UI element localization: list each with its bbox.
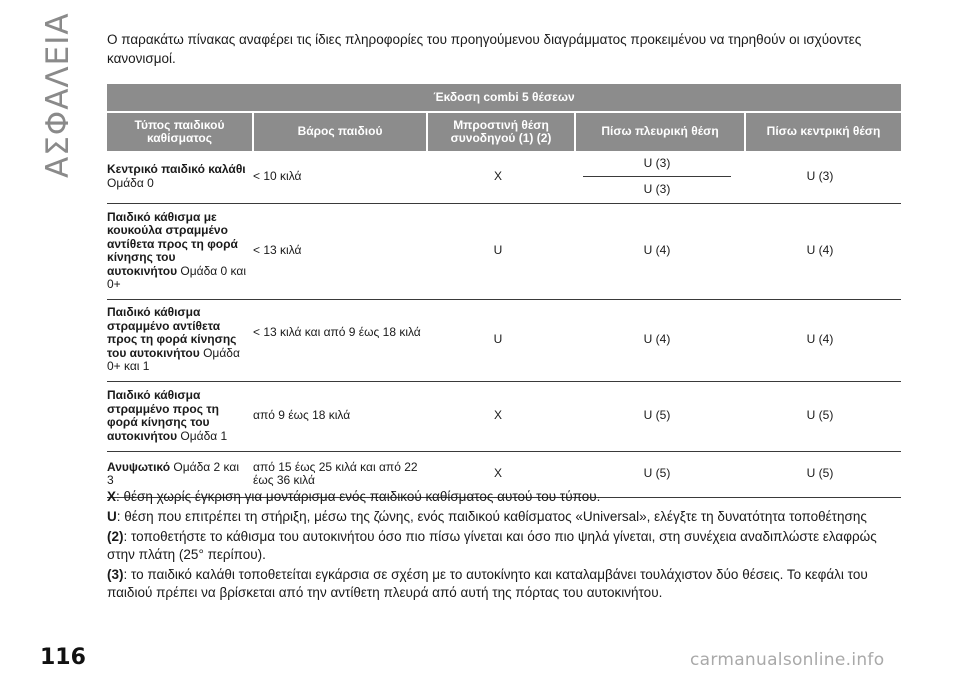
table-row (107, 151, 901, 203)
rear-side-lower: U (3) (643, 182, 671, 197)
cell-rear-side (575, 151, 745, 203)
cell-front: U (427, 203, 575, 299)
cell-front: X (427, 151, 575, 203)
cell-front: U (427, 299, 575, 381)
cell-rear-side: U (4) (575, 203, 745, 299)
cell-seat-type: Παιδικό κάθισμα στραμμένο αντίθετα προς τη φορά κίνησης του αυτοκινήτου Ομάδα 0+ και 1 (107, 299, 253, 381)
cell-rear-center: U (3) (745, 151, 901, 203)
table-row (107, 381, 901, 451)
cell-rear-center: U (4) (745, 299, 901, 381)
page-number: 116 (40, 645, 86, 670)
cell-seat-type: Ανυψωτικό Ομάδα 2 και 3 (107, 451, 253, 497)
footnotes (107, 488, 907, 604)
header-seat-type: Τύπος παιδικού καθίσματος (107, 112, 253, 151)
header-front-passenger: Μπροστινή θέση συνοδηγού (1) (2) (427, 112, 575, 151)
note-3: (3): το παιδικό καλάθι τοποθετείται εγκάρσια σε σχέση με το αυτοκίνητο και καταλαμβάνει τουλάχιστον δύο θέσεις. Το κεφάλι του παιδιού πρέπει να βρίσκεται από την αντίθετη πλευρά από αυτή της πόρτας του αυτοκινήτου. (107, 567, 868, 600)
cell-rear-side: U (5) (575, 381, 745, 451)
cell-rear-side: U (4) (575, 299, 745, 381)
cell-weight: < 10 κιλά (253, 151, 427, 203)
table-row (107, 299, 901, 381)
rear-side-upper: U (3) (583, 155, 731, 177)
section-title: ΑΣΦΑΛΕΙΑ (40, 12, 76, 178)
cell-rear-center: U (4) (745, 203, 901, 299)
cell-seat-type: Παιδικό κάθισμα με κουκούλα στραμμένο αντίθετα προς τη φορά κίνησης του αυτοκινήτου Ομάδα 0 και 0+ (107, 203, 253, 299)
cell-weight: < 13 κιλά και από 9 έως 18 κιλά (253, 299, 427, 381)
cell-seat-type: Κεντρικό παιδικό καλάθι Ομάδα 0 (107, 151, 253, 203)
cell-weight: από 15 έως 25 κιλά και από 22 έως 36 κιλά (253, 451, 427, 497)
header-rear-side: Πίσω πλευρική θέση (575, 112, 745, 151)
table-row (107, 203, 901, 299)
header-rear-center: Πίσω κεντρική θέση (745, 112, 901, 151)
cell-weight: από 9 έως 18 κιλά (253, 381, 427, 451)
note-x: X: θέση χωρίς έγκριση για μοντάρισμα ενός παιδικού καθίσματος αυτού του τύπου. (107, 489, 601, 504)
child-seat-table (107, 84, 901, 498)
cell-front: X (427, 381, 575, 451)
note-u: U: θέση που επιτρέπει τη στήριξη, μέσω της ζώνης, ενός παιδικού καθίσματος «Universal», ελέγξτε τη δυνατότητα τοποθέτησης (107, 509, 867, 524)
header-child-weight: Βάρος παιδιού (253, 112, 427, 151)
cell-seat-type: Παιδικό κάθισμα στραμμένο προς τη φορά κίνησης του αυτοκινήτου Ομάδα 1 (107, 381, 253, 451)
intro-paragraph: Ο παρακάτω πίνακας αναφέρει τις ίδιες πληροφορίες του προηγούμενου διαγράμματος προκειμένου να τηρηθούν οι ισχύοντες κανονισμοί. (107, 32, 862, 66)
watermark: carmanualsonline.info (690, 650, 885, 670)
note-2: (2): τοποθετήστε το κάθισμα του αυτοκινήτου όσο πιο πίσω γίνεται και όσο πιο ψηλά γίνεται, στη συνέχεια αναδιπλώστε ελαφρώς στην πλάτη (25° περίπου). (107, 529, 877, 562)
cell-front: X (427, 451, 575, 497)
cell-rear-center: U (5) (745, 381, 901, 451)
cell-weight: < 13 κιλά (253, 203, 427, 299)
cell-rear-center: U (5) (745, 451, 901, 497)
table-title: Έκδοση combi 5 θέσεων (107, 84, 901, 112)
cell-rear-side: U (5) (575, 451, 745, 497)
